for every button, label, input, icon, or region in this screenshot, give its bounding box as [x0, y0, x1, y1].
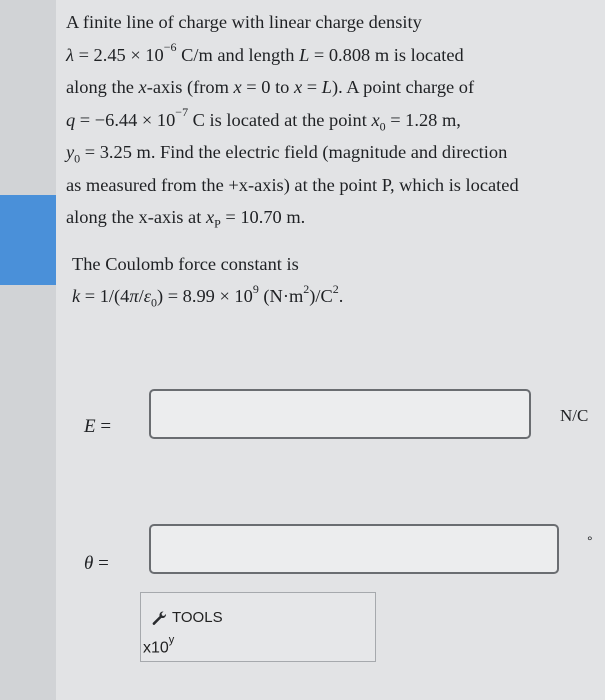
left-gutter [0, 0, 56, 700]
wrench-icon [151, 610, 167, 626]
problem-line-7: along the x-axis at $x_P = 10.70$ m. [66, 207, 306, 231]
constant-line-1: The Coulomb force constant is [72, 254, 299, 274]
problem-statement [66, 6, 596, 234]
e-field-input[interactable] [149, 389, 531, 439]
question-accent-strip [0, 195, 56, 285]
problem-line-3: along the x-axis (from x = 0 to x = L). A point charge of [66, 77, 475, 97]
question-panel [56, 0, 605, 700]
e-field-unit: N/C [560, 406, 589, 425]
tools-button[interactable] [151, 609, 223, 626]
problem-line-5: $y_0 = 3.25$ m. Find the electric field (magnitude and direction [66, 142, 508, 166]
tools-label: TOOLS [172, 609, 223, 626]
constant-line-2: $k = 1/(4\pi/\varepsilon_0) = 8.99 \times 10^9$ $(N\cdot m^2)/C^2$. [72, 281, 344, 310]
theta-unit: ° [587, 533, 593, 549]
problem-line-1: A finite line of charge with linear charge density [66, 12, 422, 32]
coulomb-constant [72, 248, 343, 312]
problem-line-4: $q = -6.44 \times 10^{-7}$ C is located at the point $x_0 = 1.28$ m, [66, 105, 461, 134]
scientific-notation-button[interactable]: x10$^y$ [143, 634, 175, 657]
problem-line-2: $\lambda = 2.45 \times 10^{-6}$ C/m and length L = 0.808 m is located [66, 40, 464, 65]
tools-panel [140, 592, 376, 662]
problem-line-6: as measured from the +x-axis) at the point P, which is located [66, 174, 519, 195]
theta-input[interactable] [149, 524, 559, 574]
theta-label: θ = [84, 553, 109, 574]
e-field-label: E = [84, 416, 112, 437]
